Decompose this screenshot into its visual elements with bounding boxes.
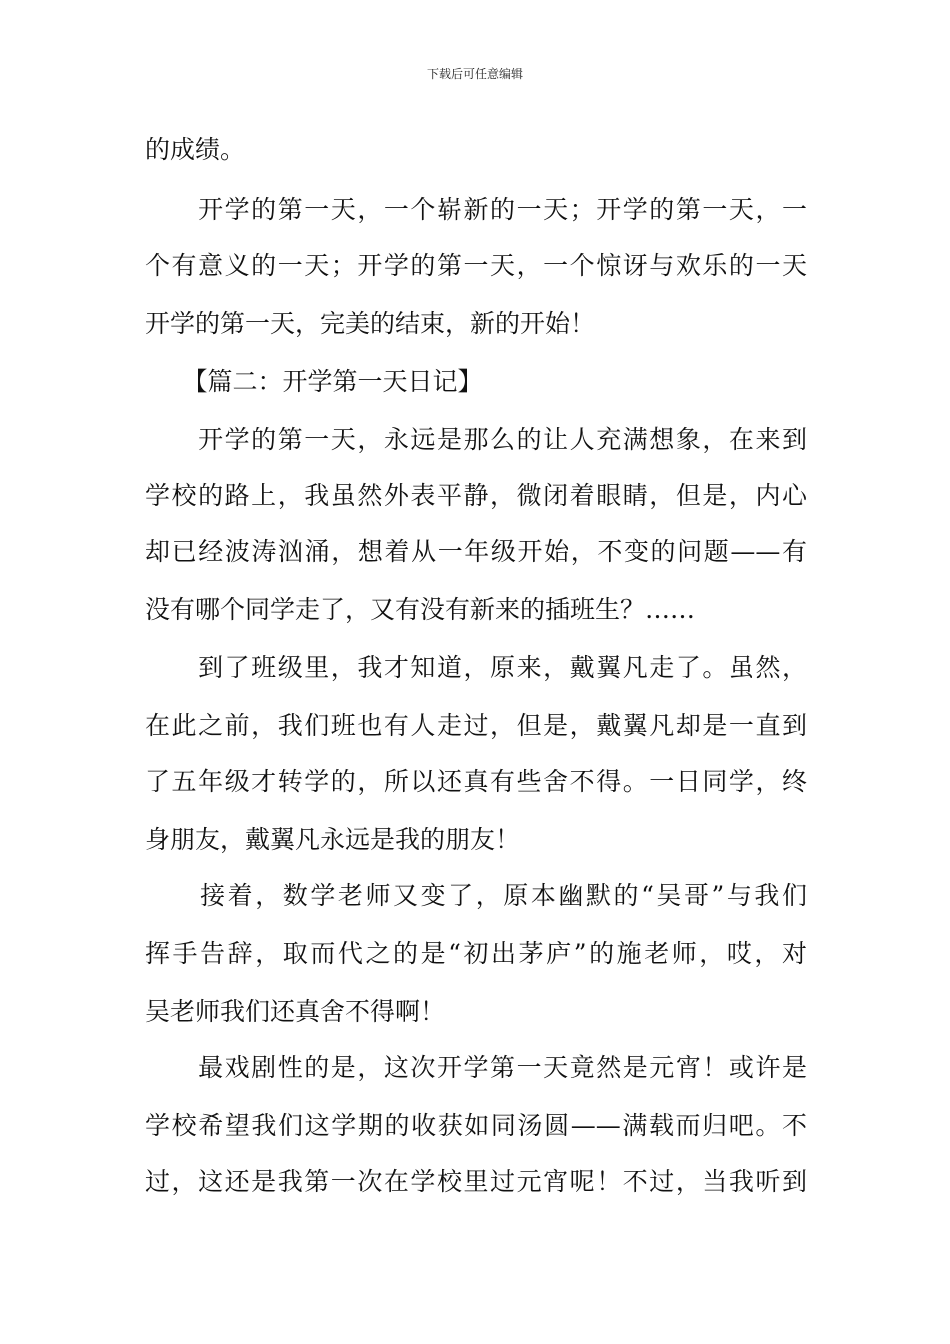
page-header: 下载后可任意编辑	[426, 67, 523, 81]
text-line: 最戏剧性的是，这次开学第一天竟然是元宵！或许是	[145, 1053, 807, 1082]
text-line: 开学的第一天，完美的结束，新的开始！	[145, 309, 596, 338]
text-line: 到了班级里，我才知道，原来，戴翼凡走了。虽然，	[145, 653, 807, 682]
text-line: 在此之前，我们班也有人走过，但是，戴翼凡却是一直到	[145, 711, 807, 740]
text-line: 学校的路上，我虽然外表平静，微闭着眼睛，但是，内心	[145, 481, 807, 510]
text-line: 挥手告辞，取而代之的是“初出茅庐”的施老师，哎，对	[145, 939, 807, 968]
text-line: 了五年级才转学的，所以还真有些舍不得。一日同学，终	[145, 767, 807, 796]
text-line: 的成绩。	[145, 135, 246, 164]
text-line: 却已经波涛汹涌，想着从一年级开始，不变的问题——有	[145, 537, 807, 566]
text-line: 过，这还是我第一次在学校里过元宵呢！不过，当我听到	[145, 1167, 807, 1196]
section-heading: 【篇二：开学第一天日记】	[145, 367, 483, 396]
text-line: 学校希望我们这学期的收获如同汤圆——满载而归吧。不	[145, 1111, 807, 1140]
text-line: 吴老师我们还真舍不得啊！	[145, 997, 446, 1026]
text-line: 个有意义的一天；开学的第一天，一个惊讶与欢乐的一天	[145, 251, 807, 280]
text-line: 开学的第一天，永远是那么的让人充满想象，在来到	[145, 425, 807, 454]
text-line: 接着，数学老师又变了，原本幽默的“吴哥”与我们	[145, 881, 807, 910]
text-line: 开学的第一天，一个崭新的一天；开学的第一天，一	[145, 195, 807, 224]
text-line: 没有哪个同学走了，又有没有新来的插班生？……	[145, 595, 696, 624]
text-line: 身朋友，戴翼凡永远是我的朋友！	[145, 825, 521, 854]
